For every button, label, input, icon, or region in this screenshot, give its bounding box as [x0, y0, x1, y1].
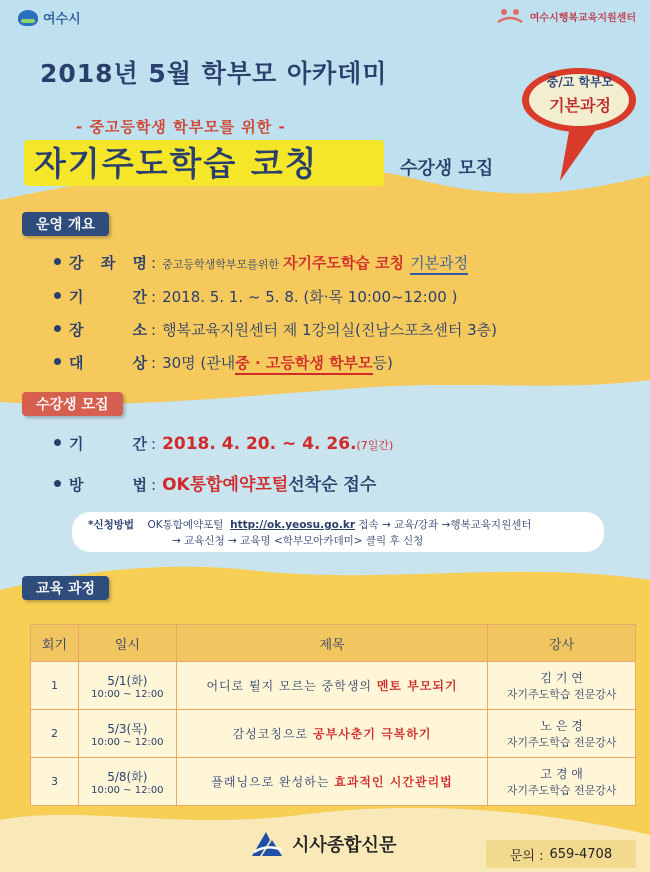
- target-highlight: 중 · 고등학생 학부모: [235, 352, 372, 375]
- session-title: 감성코칭으로 공부사춘기 극복하기: [176, 710, 487, 758]
- bubble-target-text: 중/고 학부모: [546, 75, 614, 89]
- note-line2: → 교육신청 → 교육명 <학부모아카데미> 클릭 후 신청: [172, 535, 424, 547]
- session-title: 플래닝으로 완성하는 효과적인 시간관리법: [176, 758, 487, 806]
- application-method-note: [72, 512, 604, 552]
- overview-tag: 운영 개요: [22, 212, 109, 236]
- session-number: 2: [31, 710, 79, 758]
- recruit-period-row: 기 간 : 2018. 4. 20. ~ 4. 26. (7일간): [54, 433, 393, 454]
- recruit-method-post: 선착순 접수: [288, 475, 377, 495]
- bullet-icon: [54, 439, 61, 446]
- table-row: [31, 710, 636, 758]
- publisher-emblem-icon: [250, 830, 284, 858]
- recruit-method-label: 방 법: [69, 476, 147, 494]
- note-line1-rest: 접속 → 교육/강좌 →행복교육지원센터: [358, 519, 532, 531]
- session-instructor: 고 경 애 자기주도학습 전문강사: [488, 758, 636, 806]
- schedule-tag: 교육 과정: [22, 576, 109, 600]
- session-instructor: 노 은 경 자기주도학습 전문강사: [488, 710, 636, 758]
- target-pre: 30명 (관내: [162, 354, 236, 372]
- bullet-icon: [54, 292, 61, 299]
- education-center-logo-text: 여수시행복교육지원센터: [529, 12, 636, 24]
- session-datetime: 5/1(화) 10:00 ~ 12:00: [78, 662, 176, 710]
- recruit-period-value: 2018. 4. 20. ~ 4. 26.: [162, 434, 357, 454]
- session-instructor: 김 기 연 자기주도학습 전문강사: [488, 662, 636, 710]
- course-name-row: 강 좌 명 : 중고등학생학부모를위한 자기주도학습 코칭 기본과정: [54, 252, 468, 275]
- publisher-logo: [250, 830, 396, 858]
- target-post: 등): [372, 354, 393, 372]
- note-portal: OK통합예약포털: [147, 519, 224, 531]
- bullet-icon: [54, 325, 61, 332]
- portal-url-link[interactable]: http://ok.yeosu.go.kr: [230, 519, 355, 531]
- session-number: 3: [31, 758, 79, 806]
- period-value: 2018. 5. 1. ~ 5. 8. (화·목 10:00~12:00 ): [162, 288, 458, 306]
- bubble-course-level: 기본과정: [549, 96, 611, 115]
- target-label: 대 상: [69, 354, 147, 372]
- schedule-header-row: [31, 625, 636, 662]
- recruit-tag: 수강생 모집: [22, 392, 123, 416]
- course-big-title: 자기주도학습 코칭: [34, 144, 319, 183]
- table-row: [31, 758, 636, 806]
- header-title: 제목: [176, 625, 487, 662]
- header-instructor: 강사: [488, 625, 636, 662]
- period-label: 기 간: [69, 288, 147, 306]
- target-row: 대 상 : 30명 (관내 중 · 고등학생 학부모 등): [54, 352, 393, 375]
- place-label: 장 소: [69, 321, 147, 339]
- session-title: 어디로 튈지 모르는 중학생의 멘토 부모되기: [176, 662, 487, 710]
- recruit-title: 수강생 모집: [400, 158, 494, 179]
- note-label: *신청방법: [88, 519, 135, 531]
- yeosu-city-logo: [18, 8, 81, 27]
- education-center-logo: [495, 6, 636, 26]
- header-datetime: 일시: [78, 625, 176, 662]
- header-session: 회기: [31, 625, 79, 662]
- place-value: 행복교육지원센터 제 1강의실(진남스포츠센터 3층): [162, 321, 497, 339]
- recruit-period-note: (7일간): [356, 439, 394, 452]
- bullet-icon: [54, 480, 61, 487]
- publisher-name: 시사종합신문: [292, 835, 397, 856]
- course-name-highlight: 자기주도학습 코칭: [282, 254, 405, 272]
- session-datetime: 5/3(목) 10:00 ~ 12:00: [78, 710, 176, 758]
- session-datetime: 5/8(화) 10:00 ~ 12:00: [78, 758, 176, 806]
- education-center-emblem-icon: [495, 6, 525, 26]
- contact-label: 문의 :: [509, 848, 544, 864]
- recruit-method-highlight: OK통합예약포털: [162, 475, 289, 495]
- place-row: 장 소 : 행복교육지원센터 제 1강의실(진남스포츠센터 3층): [54, 319, 497, 340]
- schedule-table: [30, 624, 636, 806]
- bullet-icon: [54, 258, 61, 265]
- yeosu-city-logo-text: 여수시: [43, 12, 81, 27]
- course-level: 기본과정: [410, 252, 468, 275]
- recruit-method-row: 방 법 : OK통합예약포털 선착순 접수: [54, 470, 376, 495]
- session-number: 1: [31, 662, 79, 710]
- bullet-icon: [54, 358, 61, 365]
- sub-title: - 중고등학생 학부모를 위한 -: [76, 118, 286, 136]
- table-row: [31, 662, 636, 710]
- course-name-prefix: 중고등학생학부모를위한: [162, 258, 279, 271]
- main-title: 2018년 5월 학부모 아카데미: [40, 59, 388, 88]
- yeosu-city-emblem-icon: [18, 10, 38, 26]
- contact-number: 659-4708: [549, 846, 613, 862]
- course-name-label: 강 좌 명: [69, 254, 147, 272]
- contact-box: [486, 840, 636, 868]
- period-row: 기 간 : 2018. 5. 1. ~ 5. 8. (화·목 10:00~12:00 ): [54, 286, 457, 307]
- recruit-period-label: 기 간: [69, 435, 147, 453]
